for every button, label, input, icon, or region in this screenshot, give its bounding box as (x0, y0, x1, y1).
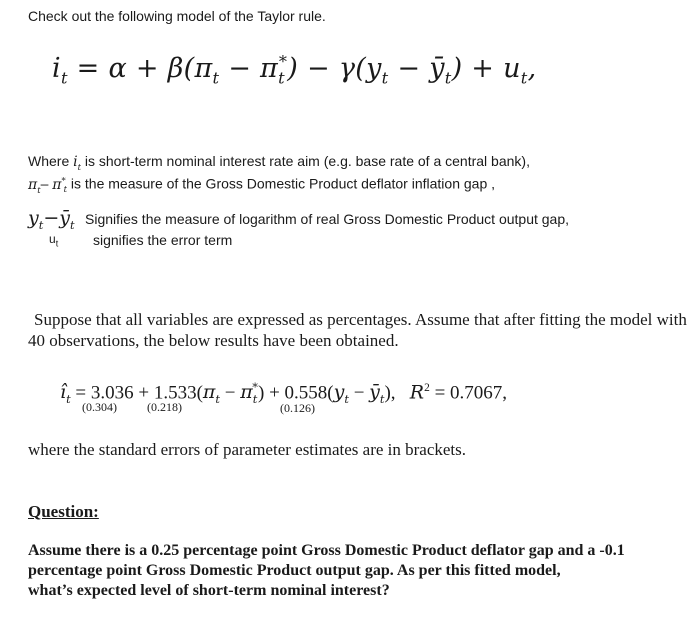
taylor-rule-equation: $i_t = \alpha + \beta(\pi_t - \pi_t^*) - \gamma(y_t$ − $ȳ_t) + u_t$, (52, 52, 537, 88)
question-heading: Question: (28, 502, 99, 521)
se-alpha: (0.304) (82, 400, 117, 414)
paragraph-line-1: Suppose that all variables are expressed as percentages. Assume that after fitting the model with (34, 310, 687, 329)
question-line-2: percentage point Gross Domestic Product output gap. As per this fitted model, (28, 562, 561, 579)
error-term-symbol: $u_t$ (49, 232, 59, 249)
definition-inflation-gap: $\pi_t-$ $\pi^*_t$ is the measure of the Gross Domestic Product deflator inflation gap , (28, 175, 496, 195)
fitted-equation: $î_t = 3.036 + 1.533(\pi_t - \pi_t^*) + 0.558(y_t$ − $ȳ_t$), $R^2 = 0.7067$, (60, 380, 508, 407)
paragraph-line-2: 40 observations, the below results have been obtained. (28, 331, 399, 350)
question-line-1: Assume there is a 0.25 percentage point Gross Domestic Product deflator gap and a -0.1 (28, 542, 625, 559)
question-line-3: what’s expected level of short-term nominal interest? (28, 582, 390, 599)
se-note: where the standard errors of parameter estimates are in brackets. (28, 440, 467, 459)
definition-interest-rate: Where $i_t$ is short-term nominal interest rate aim (e.g. base rate of a central bank), (28, 153, 530, 172)
intro-text: Check out the following model of the Taylor rule. (28, 8, 326, 24)
se-beta: (0.218) (147, 400, 182, 414)
definition-output-gap: $y_t-ȳ_t$ Signifies the measure of logarithm of real Gross Domestic Product output gap, (28, 207, 570, 232)
se-gamma: (0.126) (280, 401, 315, 415)
definition-error-term: signifies the error term (93, 232, 233, 248)
